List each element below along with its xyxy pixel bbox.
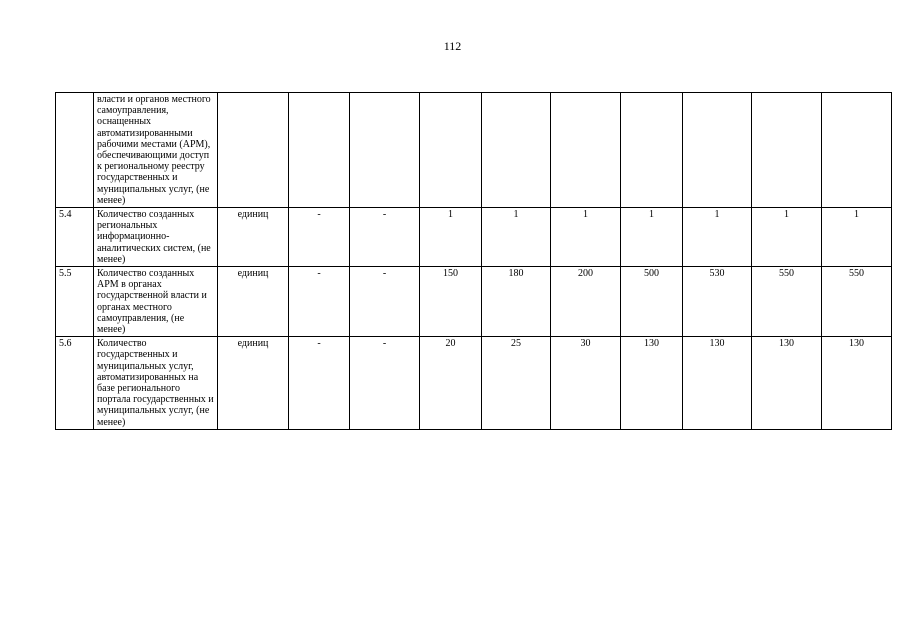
value-cell: 200 [551, 267, 621, 337]
value-cell [420, 93, 482, 208]
value-cell: - [350, 208, 420, 267]
value-cell: 150 [420, 267, 482, 337]
value-cell: 500 [621, 267, 683, 337]
value-cell [621, 93, 683, 208]
value-cell [683, 93, 752, 208]
indicator-name-cell: Количество созданных АРМ в органах государственной власти и органах местного самоуправления, (не менее) [94, 267, 218, 337]
value-cell: 550 [752, 267, 822, 337]
row-number-cell: 5.5 [56, 267, 94, 337]
value-cell: 20 [420, 337, 482, 430]
value-cell: 530 [683, 267, 752, 337]
unit-cell [218, 93, 289, 208]
value-cell: 1 [822, 208, 892, 267]
value-cell: - [350, 267, 420, 337]
indicators-table [55, 92, 892, 430]
value-cell: 1 [621, 208, 683, 267]
table-row [56, 208, 892, 267]
value-cell: 25 [482, 337, 551, 430]
unit-cell: единиц [218, 337, 289, 430]
value-cell: 1 [551, 208, 621, 267]
value-cell [289, 93, 350, 208]
value-cell: 1 [683, 208, 752, 267]
value-cell: - [289, 337, 350, 430]
indicator-name-cell: Количество созданных региональных информационно-аналитических систем, (не менее) [94, 208, 218, 267]
row-number-cell: 5.6 [56, 337, 94, 430]
value-cell: 180 [482, 267, 551, 337]
value-cell: 1 [482, 208, 551, 267]
value-cell: 1 [420, 208, 482, 267]
row-number-cell: 5.4 [56, 208, 94, 267]
value-cell: 550 [822, 267, 892, 337]
value-cell: 130 [621, 337, 683, 430]
value-cell: 1 [752, 208, 822, 267]
value-cell [350, 93, 420, 208]
table-row [56, 337, 892, 430]
value-cell: 130 [752, 337, 822, 430]
value-cell: 130 [683, 337, 752, 430]
value-cell [551, 93, 621, 208]
table-row [56, 267, 892, 337]
unit-cell: единиц [218, 208, 289, 267]
unit-cell: единиц [218, 267, 289, 337]
indicator-name-cell: власти и органов местного самоуправления, оснащенных автоматизированными рабочими местами (АРМ), обеспечивающими доступ к региональному реестру государственных и муниципальных услуг, (не менее) [94, 93, 218, 208]
page-number: 112 [443, 39, 462, 53]
value-cell [482, 93, 551, 208]
value-cell: - [350, 337, 420, 430]
value-cell: 30 [551, 337, 621, 430]
value-cell: - [289, 208, 350, 267]
value-cell [822, 93, 892, 208]
value-cell: 130 [822, 337, 892, 430]
value-cell: - [289, 267, 350, 337]
indicator-name-cell: Количество государственных и муниципальных услуг, автоматизированных на базе регионального портала государственных и муниципальных услуг, (не менее) [94, 337, 218, 430]
value-cell [752, 93, 822, 208]
row-number-cell [56, 93, 94, 208]
table-row [56, 93, 892, 208]
